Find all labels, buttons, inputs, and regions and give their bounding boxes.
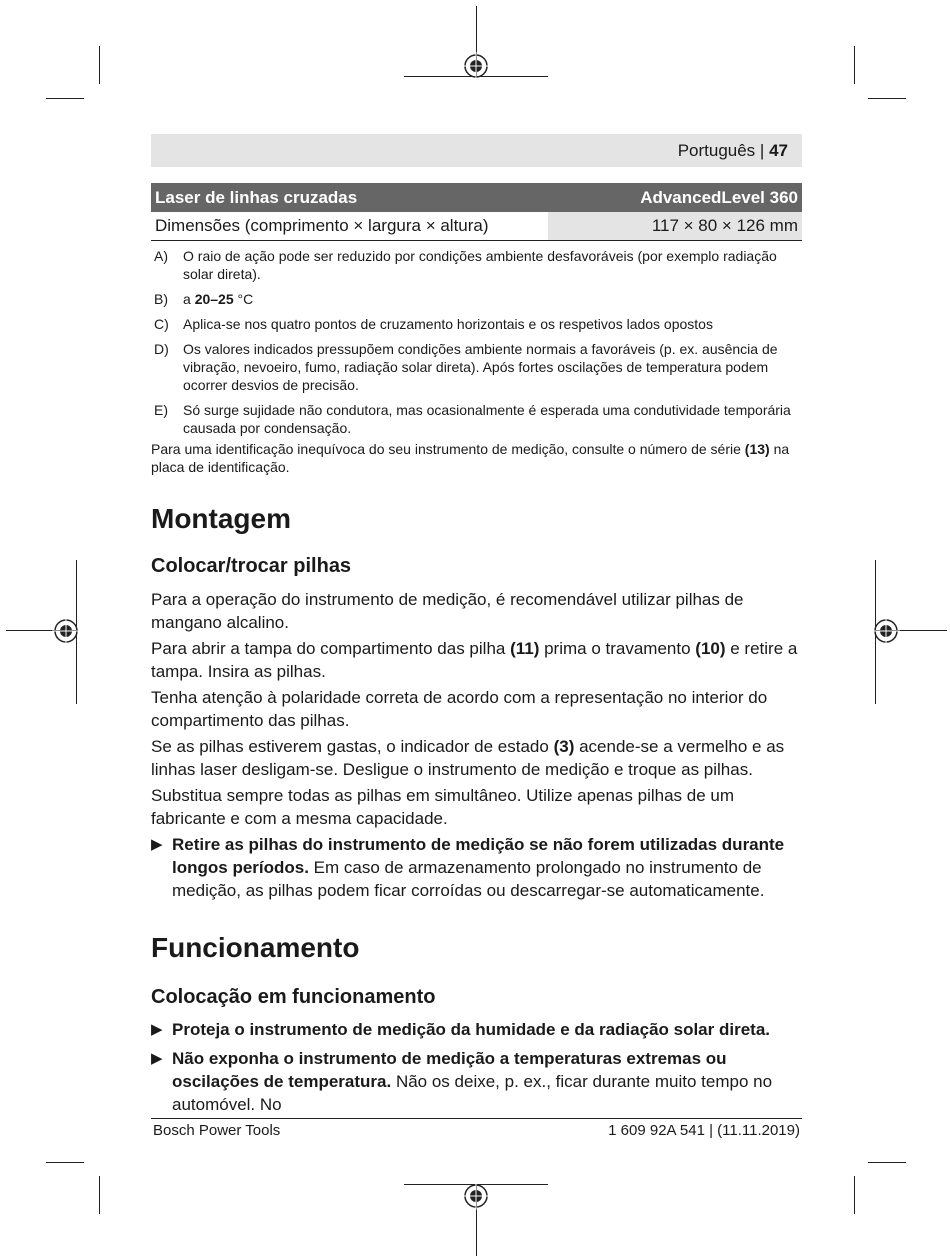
subsection-title-colocacao: Colocação em funcionamento [151, 986, 436, 1008]
paragraph: Para a operação do instrumento de medição, é recomendável utilizar pilhas de mangano alcalino. [151, 590, 744, 632]
warning-bullet: ▶ Retire as pilhas do instrumento de medição se não forem utilizadas durante longos períodos. Em caso de armazenamento prolongado no instrumento de medição, as pilhas podem ficar corroídas ou descarregar-se automaticamente. [151, 835, 785, 900]
crop-mark [854, 46, 855, 84]
crop-mark [46, 98, 84, 99]
spec-header-right: AdvancedLevel 360 [548, 183, 802, 212]
ref-number: (3) [553, 737, 575, 756]
paragraph: Tenha atenção à polaridade correta de acordo com a representação no interior do compartimento das pilhas. [151, 688, 768, 730]
footnote-e [151, 401, 802, 437]
paragraph: Substitua sempre todas as pilhas em simultâneo. Utilize apenas pilhas de um fabricante e com a mesma capacidade. [151, 786, 735, 828]
paragraph: Se as pilhas estiverem gastas, o indicador de estado (3) acende-se a vermelho e as linhas laser desligam-se. Desligue o instrumento de medição e troque as pilhas. [151, 737, 785, 779]
montagem-body [151, 588, 802, 905]
crop-mark [99, 46, 100, 84]
registration-mark-icon [462, 52, 490, 80]
header-language: Português [677, 141, 756, 160]
footnote-suffix: °C [233, 291, 254, 307]
footnote-bold: 20–25 [194, 291, 234, 307]
footnote-b [151, 290, 802, 308]
footnote-text: Só surge sujidade não condutora, mas ocasionalmente é esperada uma condutividade temporária causada por condensação. [183, 402, 791, 436]
registration-mark-icon [872, 617, 900, 645]
warning-bullet: ▶ Não exponha o instrumento de medição a temperaturas extremas ou oscilações de temperatura. Não os deixe, p. ex., ficar durante muito tempo no automóvel. No [151, 1049, 773, 1114]
ref-number: (11) [510, 639, 540, 658]
footnote-label: E) [154, 402, 168, 418]
registration-mark-icon [462, 1182, 490, 1210]
footnote-text: O raio de ação pode ser reduzido por condições ambiente desfavoráveis (por exemplo radiação solar direta). [183, 248, 777, 282]
triangle-right-icon: ▶ [151, 1050, 163, 1067]
header-separator: | [759, 141, 765, 160]
crop-mark [868, 1162, 906, 1163]
footnote-text: Os valores indicados pressupõem condições ambiente normais a favoráveis (p. ex. ausência de vibração, nevoeiro, fumo, radiação solar direta). Após fortes oscilações de temperatura podem ocorrer desvios de precisão. [183, 341, 778, 393]
registration-mark-icon [52, 617, 80, 645]
table-row [151, 212, 802, 241]
page-header [151, 134, 802, 167]
page-number: 47 [769, 141, 788, 160]
spec-table-header [151, 183, 802, 212]
spec-table [151, 183, 802, 241]
crop-mark [99, 1176, 100, 1214]
crop-mark [868, 98, 906, 99]
funcionamento-body [151, 1018, 802, 1119]
spec-row-value: 117 × 80 × 126 mm [548, 212, 802, 241]
page-footer [151, 1118, 802, 1139]
ref-number: (10) [695, 639, 726, 658]
triangle-right-icon: ▶ [151, 836, 163, 853]
identification-note: Para uma identificação inequívoca do seu instrumento de medição, consulte o número de série (13) na placa de identificação. [151, 441, 790, 475]
ref-number: (13) [744, 441, 770, 457]
footnote-label: C) [154, 316, 169, 332]
footnote-c [151, 315, 802, 333]
footnote-label: A) [154, 248, 168, 264]
footer-brand: Bosch Power Tools [153, 1122, 281, 1139]
footnote-label: D) [154, 341, 169, 357]
footnote-d [151, 340, 802, 394]
crop-mark [854, 1176, 855, 1214]
footnotes [151, 247, 802, 444]
subsection-title-pilhas: Colocar/trocar pilhas [151, 555, 352, 577]
spec-header-left: Laser de linhas cruzadas [151, 183, 548, 212]
footer-doc-number: 1 609 92A 541 | (11.11.2019) [608, 1122, 800, 1139]
triangle-right-icon: ▶ [151, 1021, 163, 1038]
footnote-text: Aplica-se nos quatro pontos de cruzamento horizontais e os respetivos lados opostos [183, 316, 713, 332]
footnote-prefix: a [183, 291, 195, 307]
paragraph: Para abrir a tampa do compartimento das pilha (11) prima o travamento (10) e retire a tampa. Insira as pilhas. [151, 639, 798, 681]
section-title-montagem: Montagem [151, 503, 291, 534]
crop-mark [46, 1162, 84, 1163]
section-title-funcionamento: Funcionamento [151, 932, 360, 963]
warning-bullet: ▶ Proteja o instrumento de medição da humidade e da radiação solar direta. [151, 1020, 770, 1039]
footnote-label: B) [154, 291, 168, 307]
footnote-a [151, 247, 802, 283]
spec-row-label: Dimensões (comprimento × largura × altura) [151, 212, 548, 241]
